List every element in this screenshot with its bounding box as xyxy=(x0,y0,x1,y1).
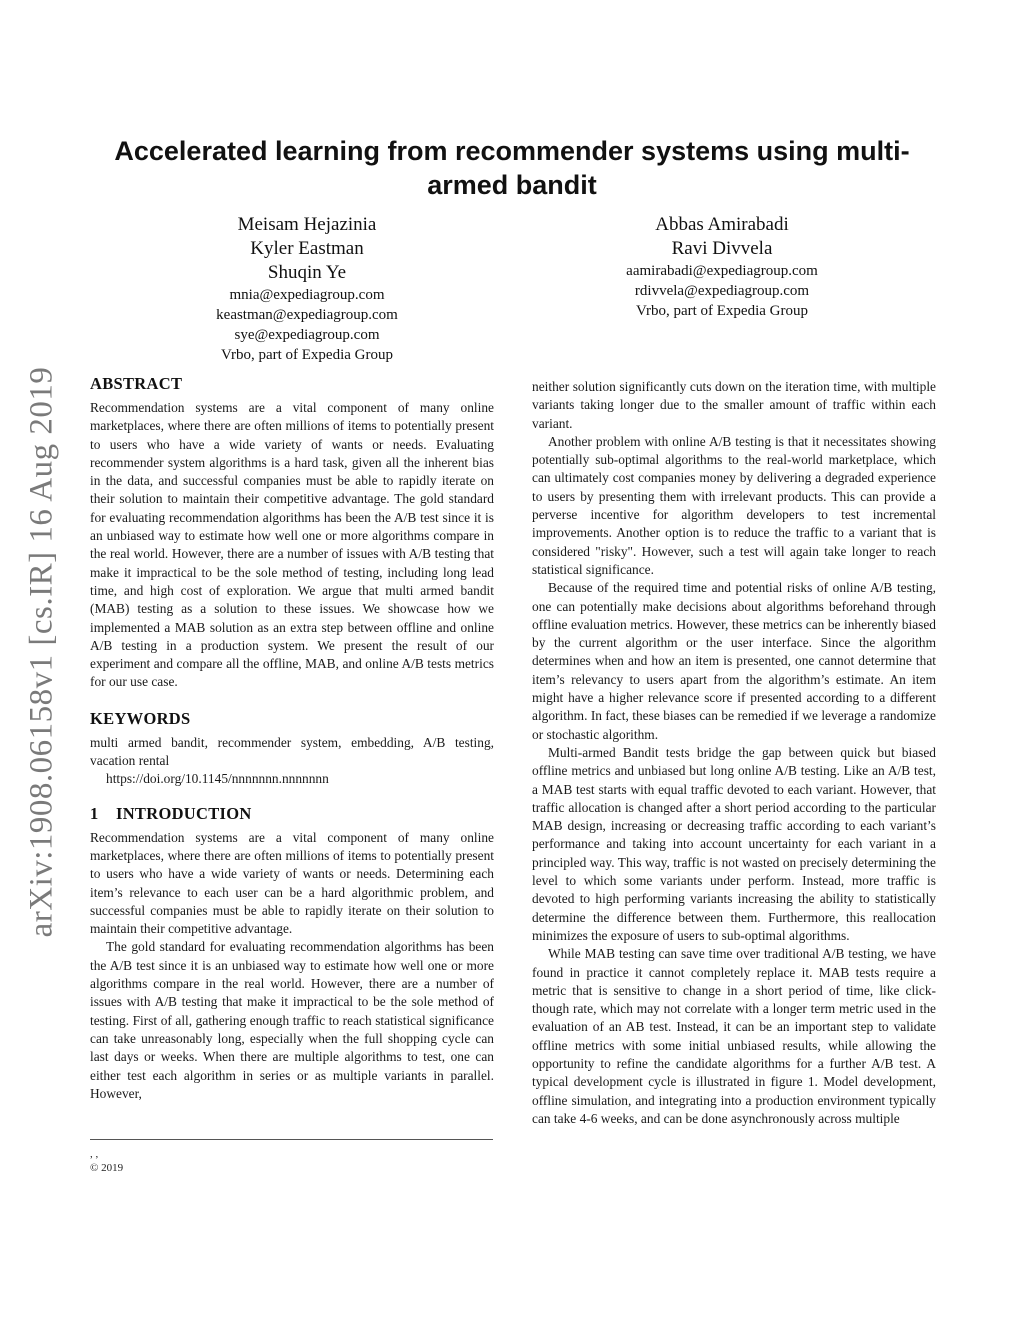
section-title: INTRODUCTION xyxy=(116,803,252,823)
author-affiliation: Vrbo, part of Expedia Group xyxy=(221,347,393,363)
keywords-text: multi armed bandit, recommender system, embedding, A/B testing, vacation rental xyxy=(90,734,494,769)
intro-paragraph: Recommendation systems are a vital component of many online marketplaces, where there are often millions of items to potentially present to users who have a wide variety of wants or needs. Determining each item’s relevance to each user can be a hard algorithmic problem, and successful companies must be able to rapidly iterate on their solution to maintain their competitive advantage. xyxy=(90,829,494,937)
right-column xyxy=(532,378,936,1128)
author-block-left xyxy=(157,213,457,365)
author-email: mnia@expediagroup.com xyxy=(229,287,385,303)
body-paragraph: Because of the required time and potential risks of online A/B testing, one can potentially make decisions about algorithms beforehand through offline evaluation metrics. However, these metrics can be inherently biased by the current algorithm or the user interface. Since the algorithm determines when and how an item is presented, one cannot determine that item’s relevancy to users apart from the algorithm’s estimate. An item might have a higher relevance score if presented according to a different algorithm. In fact, these biases can be remedied if we leverage a randomize or stochastic algorithm. xyxy=(532,580,936,742)
intro-paragraph: The gold standard for evaluating recommendation algorithms has been the A/B test since it is an unbiased way to estimate how well one or more algorithms compare in the real world. However, there are a number of issues with A/B testing that make it impractical to be the sole method of testing. First of all, gathering enough traffic to reach statistical significance can take unreasonably long, especially when the full shopping cycle can last days or weeks. When there are multiple algorithms to test, one can either test each algorithm in series or as multiple variants in parallel. However, xyxy=(90,939,494,1101)
body-paragraph: Multi-armed Bandit tests bridge the gap between quick but biased offline metrics and unbiased but long online A/B testing. Like an A/B test, a MAB test starts with equal traffic devoted to each variant. However, that traffic allocation is changed after a short period according to the particular MAB design, increasing or decreasing traffic according to each variant’s performance and taking into account uncertainty for each variant in a principled way. This way, traffic is not wasted on precisely determining the level to which some variants under perform. Instead, more traffic is devoted to high performing variants increasing the ability to statistically determine the difference between them. Furthermore, this reallocation minimizes the exposure of users to sub-optimal algorithms. xyxy=(532,744,936,943)
author-name: Shuqin Ye xyxy=(267,262,347,283)
abstract-heading: ABSTRACT xyxy=(90,374,183,393)
abstract-text: Recommendation systems are a vital component of many online marketplaces, where there are often millions of items to potentially present to users who have a wide variety of wants or needs. Evaluating recommender system algorithms is a hard task, given all the inherent bias in the data, and successful companies must be able to rapidly iterate on their solution to maintain their competitive advantage. The gold standard for evaluating recommendation algorithms has been the A/B test since it is an unbiased way to estimate how well one or more algorithms compare in the real world. However, there are a number of issues with A/B testing that make it impractical to be the sole method of testing, including long lead time, and high cost of exploration. We argue that multi armed bandit (MAB) testing as a solution to these issues. We showcase how we implemented a MAB solution as an extra step between offline and online A/B testing in a production system. We present the result of our experiment and compare all the offline, MAB, and online A/B tests metrics for our use case. xyxy=(90,400,494,690)
footnote xyxy=(90,1147,123,1175)
paper-title: Accelerated learning from recommender systems using multi-armed bandit xyxy=(114,136,910,200)
doi-link[interactable]: https://doi.org/10.1145/nnnnnnn.nnnnnnn xyxy=(106,771,329,787)
left-column xyxy=(90,373,494,1103)
author-email: rdivvela@expediagroup.com xyxy=(634,283,810,299)
section-number: 1 xyxy=(90,803,99,823)
author-email: sye@expediagroup.com xyxy=(234,327,380,343)
body-paragraph: Another problem with online A/B testing is that it necessitates showing potentially sub-optimal algorithms to the real-world marketplace, which can ultimately cost companies money by delivering a degraded experience to users by presenting them with irrelevant products. This can provide a perverse incentive for algorithm developers to test incremental improvements. Another option is to reduce the traffic to a variant that is considered "risky". However, such a test will again take longer to reach statistical significance. xyxy=(532,433,936,577)
body-paragraph: neither solution significantly cuts down on the iteration time, with multiple variants taking longer due to the smaller amount of traffic within each variant. xyxy=(532,379,936,431)
author-affiliation: Vrbo, part of Expedia Group xyxy=(636,303,808,319)
author-email: aamirabadi@expediagroup.com xyxy=(626,263,818,279)
author-name: Ravi Divvela xyxy=(671,238,773,259)
footnote-marks: , , xyxy=(90,1148,99,1160)
keywords-heading: KEYWORDS xyxy=(90,708,191,728)
author-name: Abbas Amirabadi xyxy=(655,214,789,235)
footnote-divider xyxy=(90,1139,493,1140)
author-name: Meisam Hejazinia xyxy=(237,214,377,235)
author-block-right xyxy=(572,213,872,321)
arxiv-identifier: arXiv:1908.06158v1 [cs.IR] 16 Aug 2019 xyxy=(23,366,60,938)
body-paragraph: While MAB testing can save time over traditional A/B testing, we have found in practice it cannot completely replace it. MAB tests require a metric that is sensitive to change in a short period of time, like click-though rate, which may not correlate with a longer term metric used in the evaluation of an AB test. Instead, it can be an important step to validate offline metrics with some initial unbiased results, while allowing the opportunity to refine the candidate algorithms for a further A/B test. A typical development cycle is illustrated in figure 1. Model development, offline simulation, and integrating into a production environment typically can take 4-6 weeks, and can be done asynchronously across multiple xyxy=(532,946,936,1126)
author-name: Kyler Eastman xyxy=(250,238,364,259)
author-email: keastman@expediagroup.com xyxy=(216,307,398,323)
copyright-notice: © 2019 xyxy=(90,1162,124,1174)
introduction-heading xyxy=(90,803,494,825)
